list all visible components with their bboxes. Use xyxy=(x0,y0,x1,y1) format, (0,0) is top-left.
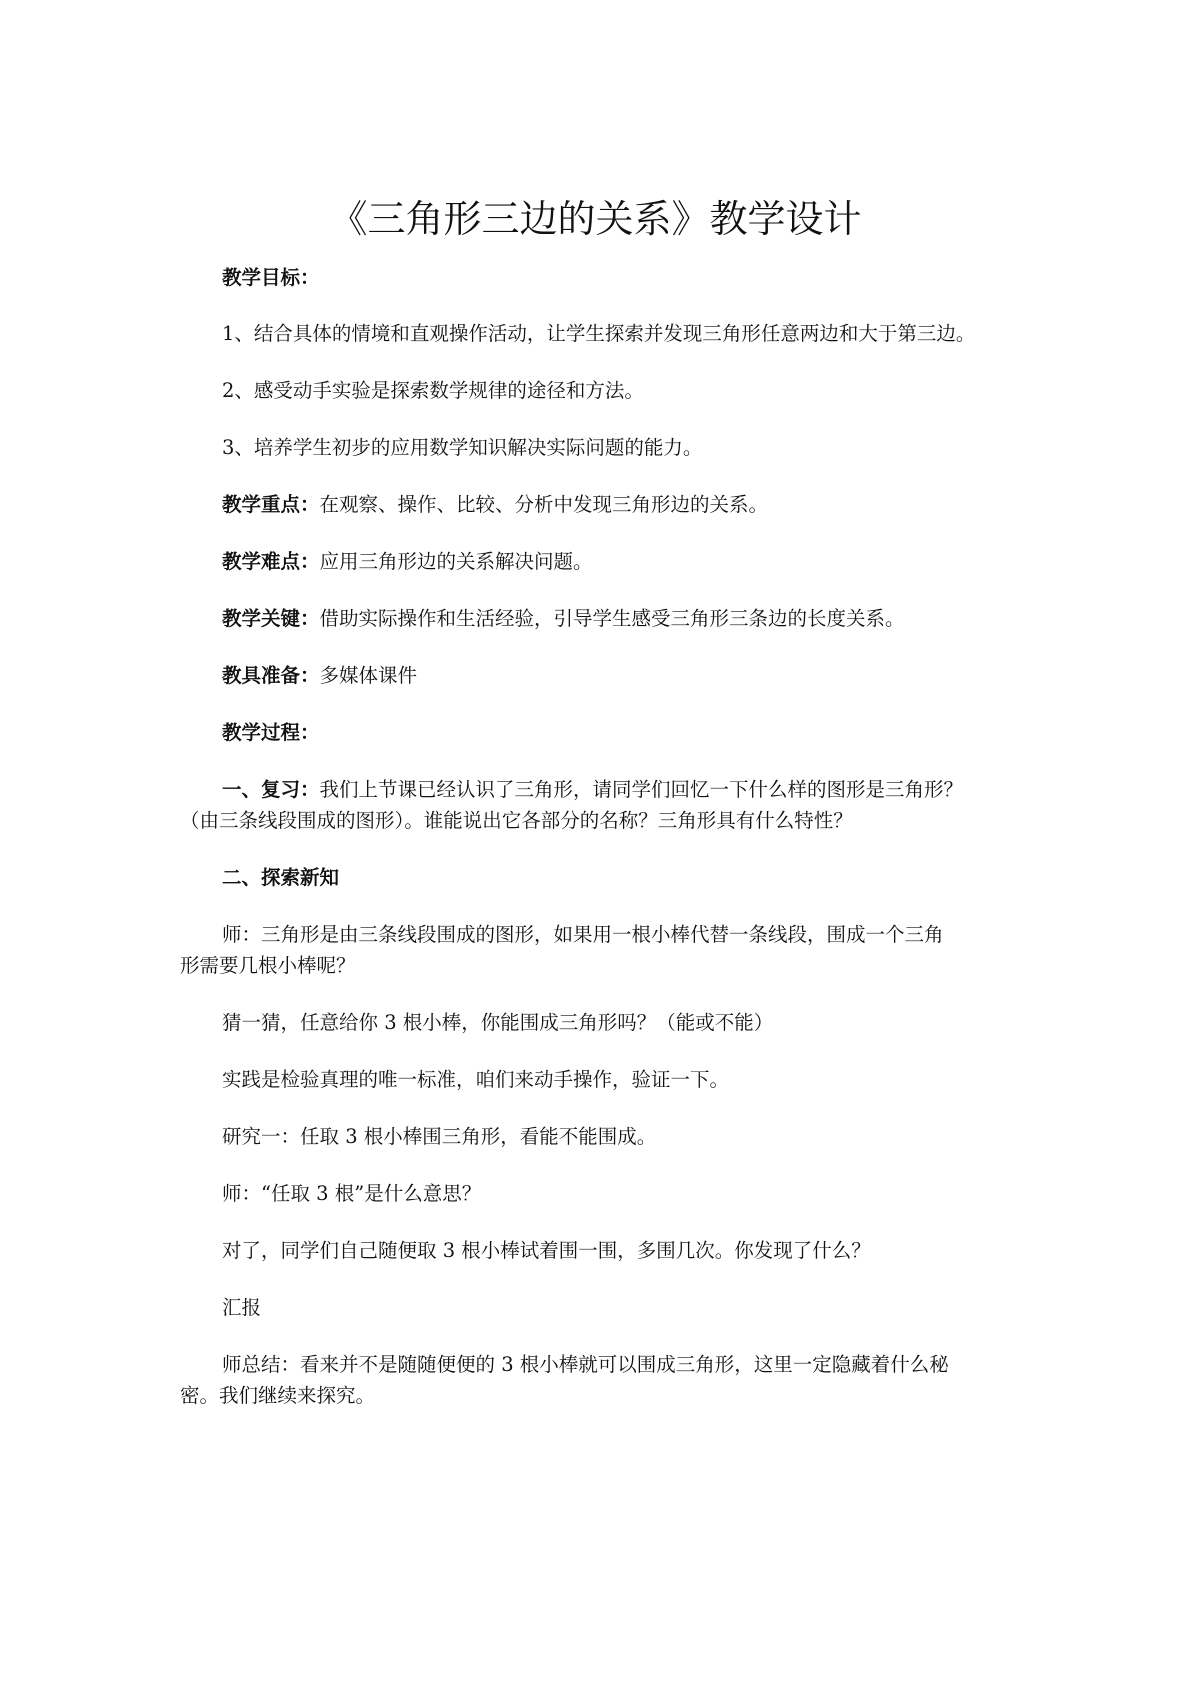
difficulty-label: 教学难点： xyxy=(222,550,320,573)
paragraph-1-line-1: 师：三角形是由三条线段围成的图形，如果用一根小棒代替一条线段，围成一个三角 xyxy=(222,923,944,946)
paragraph-6: 对了，同学们自己随便取 3 根小棒试着围一围，多围几次。你发现了什么？ xyxy=(222,1239,871,1262)
key-row xyxy=(222,603,905,635)
key-points-text: 在观察、操作、比较、分析中发现三角形边的关系。 xyxy=(319,493,769,516)
tools-label: 教具准备： xyxy=(222,664,320,687)
process-heading: 教学过程： xyxy=(222,721,320,744)
explore-heading: 二、探索新知 xyxy=(222,866,340,889)
tools-row xyxy=(222,660,417,692)
difficulty-row xyxy=(222,546,593,578)
difficulty-text: 应用三角形边的关系解决问题。 xyxy=(319,550,593,573)
review-line-1 xyxy=(222,774,963,806)
key-points-label: 教学重点： xyxy=(222,493,320,516)
paragraph-7: 汇报 xyxy=(222,1296,262,1319)
objective-item-3: 3、培养学生初步的应用数学知识解决实际问题的能力。 xyxy=(222,436,703,459)
review-text-1: 我们上节课已经认识了三角形，请同学们回忆一下什么样的图形是三角形？ xyxy=(319,778,964,801)
review-label: 一、复习： xyxy=(222,778,320,801)
paragraph-3: 实践是检验真理的唯一标准，咱们来动手操作，验证一下。 xyxy=(222,1068,730,1091)
paragraph-4: 研究一：任取 3 根小棒围三角形，看能不能围成。 xyxy=(222,1125,657,1148)
document-title: 《三角形三边的关系》教学设计 xyxy=(329,197,862,241)
paragraph-1-line-2: 形需要几根小棒呢？ xyxy=(180,954,356,977)
paragraph-8-line-1: 师总结：看来并不是随随便便的 3 根小棒就可以围成三角形，这里一定隐藏着什么秘 xyxy=(222,1353,949,1376)
paragraph-8-line-2: 密。我们继续来探究。 xyxy=(180,1384,376,1407)
objective-item-1: 1、结合具体的情境和直观操作活动，让学生探索并发现三角形任意两边和大于第三边。 xyxy=(222,322,976,345)
objective-item-2: 2、感受动手实验是探索数学规律的途径和方法。 xyxy=(222,379,644,402)
objectives-heading: 教学目标： xyxy=(222,266,320,289)
tools-text: 多媒体课件 xyxy=(319,664,418,687)
review-line-2: （由三条线段围成的图形）。谁能说出它各部分的名称？三角形具有什么特性？ xyxy=(180,809,853,832)
paragraph-2: 猜一猜，任意给你 3 根小棒，你能围成三角形吗？（能或不能） xyxy=(222,1011,774,1034)
key-label: 教学关键： xyxy=(222,607,320,630)
paragraph-5: 师：“任取 3 根”是什么意思？ xyxy=(222,1182,482,1205)
key-points-row xyxy=(222,489,768,521)
key-text: 借助实际操作和生活经验，引导学生感受三角形三条边的长度关系。 xyxy=(319,607,905,630)
